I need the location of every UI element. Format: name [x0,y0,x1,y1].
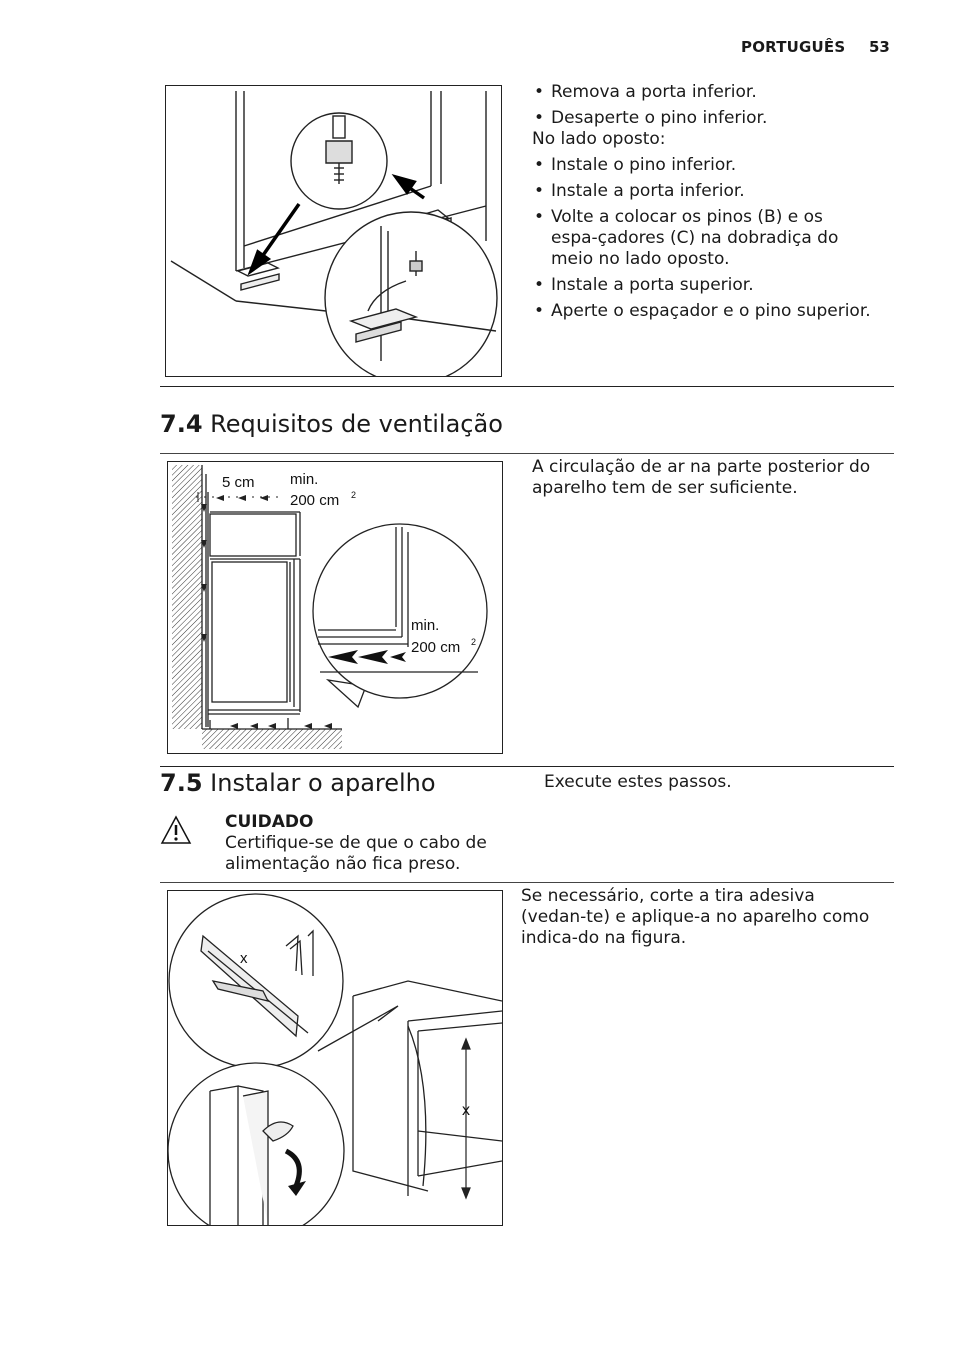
seal-strip-text: Se necessário, corte a tira adesiva (vedan-te) e aplique-a no aparelho como indica-do na figura. [521,886,870,948]
page-number: 53 [869,38,890,56]
superscript-zoom: 2 [471,637,477,647]
ventilation-figure [167,461,503,754]
hinge-illustration [166,86,501,376]
section-heading: Requisitos de ventilação [210,410,503,438]
list-item: • Instale a porta inferior. [532,181,892,202]
opposite-side-note: No lado oposto: [532,129,666,149]
list-item: • Remova a porta inferior. [532,82,892,103]
list-item: • Volte a colocar os pinos (B) e os espa-çadores (C) na dobradiça do meio no lado oposto. [532,207,871,270]
section-divider [160,766,894,767]
superscript-top: 2 [351,490,357,500]
caution-title: CUIDADO [225,812,314,832]
seal-strip-figure [167,890,503,1226]
seal-strip-illustration [168,891,502,1225]
gap-label: 5 cm [222,474,255,491]
hinge-figure [165,85,502,377]
area-label-top: 200 cm [290,492,340,509]
section-divider [160,453,894,454]
list-item: • Instale a porta superior. [532,275,892,296]
steps-list-b [532,155,892,322]
list-item: • Desaperte o pino inferior. [532,108,892,129]
steps-list-a [532,82,892,129]
area-label-zoom: 200 cm [411,639,461,656]
list-item: • Aperte o espaçador e o pino superior. [532,301,892,322]
steps-intro: Execute estes passos. [544,772,732,792]
dimension-label-x: x [240,950,248,967]
block1-text [532,82,892,322]
section-title-7-5 [160,769,436,797]
warning-triangle-icon [160,815,192,845]
section-title-7-4 [160,410,503,438]
list-item: • Instale o pino inferior. [532,155,892,176]
min-label-top: min. [290,471,319,488]
section-number: 7.4 [160,410,203,438]
ventilation-text: A circulação de ar na parte posterior do aparelho tem de ser suficiente. [532,457,871,498]
header-language: PORTUGUÊS [741,38,846,56]
ventilation-illustration [168,462,502,753]
dimension-label-x: x [462,1102,470,1119]
section-heading: Instalar o aparelho [210,769,436,797]
section-number: 7.5 [160,769,203,797]
section-divider [160,386,894,387]
section-divider [160,882,894,883]
caution-text: Certifique-se de que o cabo de alimentação não fica preso. [225,833,487,874]
min-label-zoom: min. [411,617,440,634]
